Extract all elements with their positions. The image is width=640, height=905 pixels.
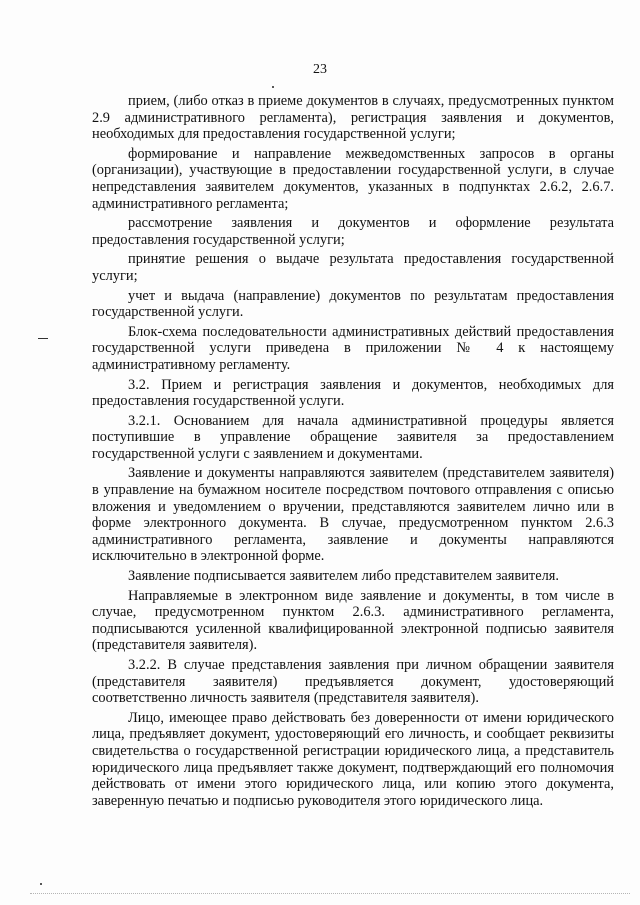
paragraph-review: рассмотрение заявления и документов и оформление результата предоставления государственной услуги; xyxy=(92,215,614,248)
paragraph-flowchart: Блок-схема последовательности административных действий предоставления государственной услуги приведена в приложении № 4 к настоящему административному регламенту. xyxy=(92,323,614,373)
paragraph-interagency-requests: формирование и направление межведомственных запросов в органы (организации), участвующие в предоставлении государственной услуги, в случае непредставления заявителем документов, указанных в подпунктах 2.6.2, 2.6.7. административного регламента; xyxy=(92,145,614,212)
paragraph-electronic: Направляемые в электронном виде заявление и документы, в том числе в случае, предусмотренном пунктом 2.6.3. административного регламента, подписываются усиленной квалифицированной электронной подписью заявителя (представителя заявителя). xyxy=(92,587,614,654)
paragraph-signing: Заявление подписывается заявителем либо представителем заявителя. xyxy=(128,568,559,585)
scan-edge-line xyxy=(30,893,630,894)
scan-speck xyxy=(272,86,274,88)
paragraph-3-2-2: 3.2.2. В случае представления заявления при личном обращении заявителя (представителя заявителя) предъявляется документ, удостоверяющий соответственно личность заявителя (представителя заявителя). xyxy=(92,657,614,707)
paragraph-submission: Заявление и документы направляются заявителем (представителем заявителя) в управление на бумажном носителе посредством почтового отправления с описью вложения и уведомлением о вручении, представляются заявителем лично или в форме электронного документа. В случае, предусмотренном пунктом 2.6.3 административного регламента, заявление и документы направляются исключительно в электронной форме. xyxy=(92,465,614,565)
paragraph-3-2-1: 3.2.1. Основанием для начала административной процедуры является поступившие в управление обращение заявителя за предоставлением государственной услуги с заявлением и документами. xyxy=(92,412,614,462)
margin-mark xyxy=(38,338,48,339)
page-number: 23 xyxy=(313,62,327,77)
section-heading-3-2: 3.2. Прием и регистрация заявления и документов, необходимых для предоставления государственной услуги. xyxy=(92,376,614,410)
paragraph-decision: принятие решения о выдаче результата предоставления государственной услуги; xyxy=(92,251,614,284)
paragraph-intake: прием, (либо отказ в приеме документов в случаях, предусмотренных пунктом 2.9 административного регламента), регистрация заявления и документов, необходимых для предоставления государственной услуги; xyxy=(92,93,614,143)
document-body xyxy=(92,93,614,809)
paragraph-legal-entity: Лицо, имеющее право действовать без доверенности от имени юридического лица, предъявляет документ, удостоверяющий его личность, и сообщает реквизиты свидетельства о государственной регистрации юридического лица, а представитель юридического лица предъявляет также документ, подтверждающий его полномочия действовать от имени этого юридического лица, или копию этого документа, заверенную печатью и подписью руководителя этого юридического лица. xyxy=(92,709,614,809)
paragraph-issuance: учет и выдача (направление) документов по результатам предоставления государственной услуги. xyxy=(92,287,614,321)
scan-speck xyxy=(40,883,42,885)
